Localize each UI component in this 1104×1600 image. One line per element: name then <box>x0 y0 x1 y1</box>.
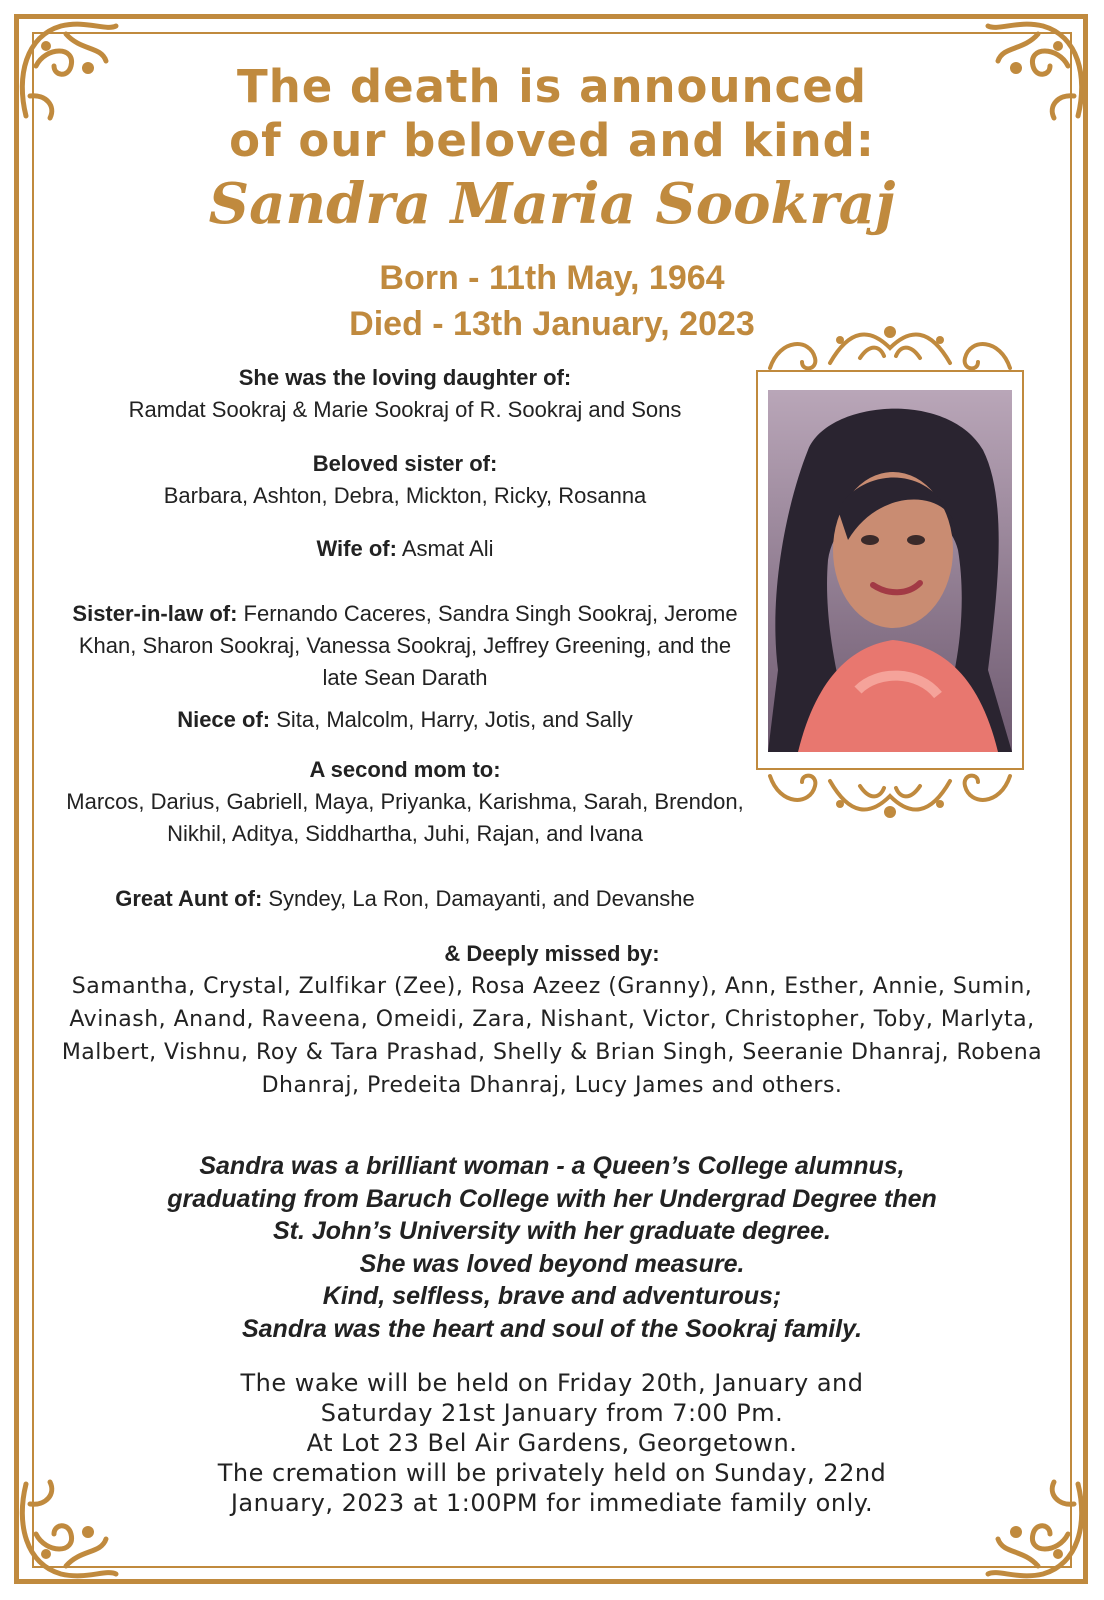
niece-text: Sita, Malcolm, Harry, Jotis, and Sally <box>270 707 633 732</box>
wife-label: Wife of: <box>316 536 397 561</box>
headline-line-1: The death is announced <box>237 60 867 113</box>
scroll-ornament-icon <box>760 318 1020 378</box>
great-aunt-text: Syndey, La Ron, Damayanti, and Devanshe <box>262 886 695 911</box>
great-aunt-section <box>40 883 770 915</box>
sister-in-law-text: Fernando Caceres, Sandra Singh Sookraj, Jerome Khan, Sharon Sookraj, Vanessa Sookraj, Jeffrey Greening, and the late Sean Darath <box>78 601 738 690</box>
wake-line: Saturday 21st January from 7:00 Pm. <box>320 1399 784 1427</box>
tribute-line: St. John’s University with her graduate degree. <box>272 1217 832 1245</box>
wake-line: The cremation will be privately held on Sunday, 22nd <box>217 1459 887 1487</box>
missed-text: Samantha, Crystal, Zulfikar (Zee), Rosa Azeez (Granny), Ann, Esther, Annie, Sumin, Avinash, Anand, Raveena, Omeidi, Zara, Nishant, Victor, Christopher, Toby, Marlyta, Malbert, Vishnu, Roy & Tara Prashad, Shelly & Brian Singh, Seeranie Dhanraj, Robena Dhanraj, Predeita Dhanraj, Lucy James and others. <box>61 974 1043 1098</box>
sister-in-law-label: Sister-in-law of: <box>72 601 238 626</box>
born-date: Born - 11th May, 1964 <box>379 259 725 297</box>
missed-label: & Deeply missed by: <box>444 941 660 966</box>
missed-section <box>40 938 1064 1102</box>
sister-in-law-section <box>40 598 770 694</box>
second-mom-section <box>40 754 770 850</box>
sister-text: Barbara, Ashton, Debra, Mickton, Ricky, Rosanna <box>163 483 647 508</box>
daughter-label: She was the loving daughter of: <box>238 365 572 390</box>
wake-line: The wake will be held on Friday 20th, January and <box>240 1369 864 1397</box>
portrait-photo <box>768 390 1012 752</box>
great-aunt-label: Great Aunt of: <box>115 886 263 911</box>
tribute-line: graduating from Baruch College with her Undergrad Degree then <box>167 1184 937 1213</box>
wife-text: Asmat Ali <box>396 536 494 561</box>
tribute-paragraph <box>40 1150 1064 1345</box>
second-mom-text: Marcos, Darius, Gabriell, Maya, Priyanka, Karishma, Sarah, Brendon, Nikhil, Aditya, Siddhartha, Juhi, Rajan, and Ivana <box>66 789 744 846</box>
daughter-section <box>40 362 770 426</box>
daughter-text: Ramdat Sookraj & Marie Sookraj of R. Sookraj and Sons <box>128 397 682 422</box>
photo-frame <box>756 370 1024 770</box>
wake-details <box>40 1368 1064 1518</box>
scroll-ornament-icon <box>760 766 1020 826</box>
niece-label: Niece of: <box>177 707 271 732</box>
tribute-line: Kind, selfless, brave and adventurous; <box>322 1282 782 1310</box>
wake-line: January, 2023 at 1:00PM for immediate family only. <box>230 1489 874 1517</box>
tribute-line: She was loved beyond measure. <box>359 1249 745 1278</box>
tribute-line: Sandra was the heart and soul of the Sookraj family. <box>241 1314 863 1343</box>
tribute-line: Sandra was a brilliant woman - a Queen’s College alumnus, <box>199 1152 905 1180</box>
wake-line: At Lot 23 Bel Air Gardens, Georgetown. <box>306 1429 798 1457</box>
sister-label: Beloved sister of: <box>312 451 498 476</box>
niece-section <box>40 704 770 736</box>
headline-line-2: of our beloved and kind: <box>229 114 875 167</box>
died-date: Died - 13th January, 2023 <box>349 305 755 343</box>
sister-section <box>40 448 770 512</box>
second-mom-label: A second mom to: <box>309 757 501 782</box>
wife-section <box>40 533 770 565</box>
deceased-name: Sandra Maria Sookraj <box>208 171 896 237</box>
